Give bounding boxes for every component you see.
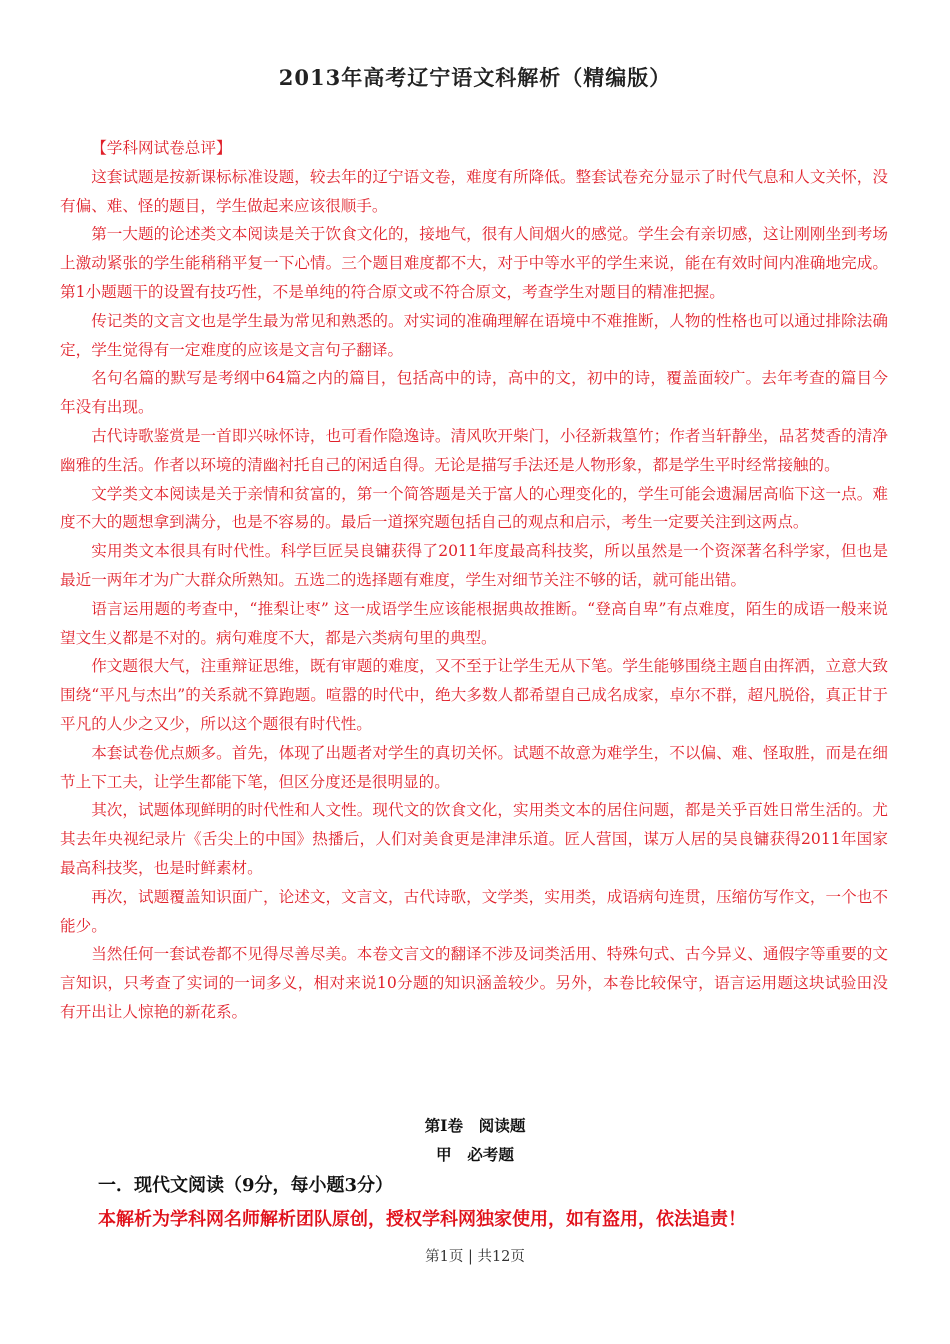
paragraph: 古代诗歌鉴赏是一首即兴咏怀诗，也可看作隐逸诗。清风吹开柴门，小径新栽篁竹；作者当轩静坐，品茗焚香的清净幽雅的生活。作者以环境的清幽衬托自己的闲适自得。无论是描写手法还是人物形象，都是学生平时经常接触的。: [60, 426, 888, 474]
paragraph: 第一大题的论述类文本阅读是关于饮食文化的，接地气，很有人间烟火的感觉。学生会有亲切感，这让刚刚坐到考场上激动紧张的学生能稍稍平复一下心情。三个题目难度都不大，对于中等水平的学生来说，能在有效时间内准确地完成。第1小题题干的设置有技巧性，不是单纯的符合原文或不符合原文，考查学生对题目的精准把握。: [60, 225, 888, 301]
review-body: [60, 134, 888, 1027]
section-heading: 一．现代文阅读（9分，每小题3分）: [98, 1175, 394, 1196]
paragraph: 本套试卷优点颇多。首先，体现了出题者对学生的真切关怀。试题不故意为难学生，不以偏、难、怪取胜，而是在细节上下工夫，让学生都能下笔，但区分度还是很明显的。: [60, 743, 888, 791]
paragraph: 作文题很大气，注重辩证思维，既有审题的难度，又不至于让学生无从下笔。学生能够围绕主题自由挥洒，立意大致围绕“平凡与杰出”的关系就不算跑题。喧嚣的时代中，绝大多数人都希望自己成名成家，卓尔不群，超凡脱俗，真正甘于平凡的人少之又少，所以这个题很有时代性。: [60, 657, 888, 733]
paragraph: 这套试题是按新课标标准设题，较去年的辽宁语文卷，难度有所降低。整套试卷充分显示了时代气息和人文关怀，没有偏、难、怪的题目，学生做起来应该很顺手。: [60, 167, 888, 215]
paragraph: 再次，试题覆盖知识面广，论述文，文言文，古代诗歌，文学类，实用类，成语病句连贯，压缩仿写作文，一个也不能少。: [60, 887, 888, 935]
paragraph: 传记类的文言文也是学生最为常见和熟悉的。对实词的准确理解在语境中不难推断，人物的性格也可以通过排除法确定，学生觉得有一定难度的应该是文言句子翻译。: [60, 311, 888, 359]
part-heading: 甲 必考题: [436, 1145, 514, 1164]
paragraph: 实用类文本很具有时代性。科学巨匠吴良镛获得了2011年度最高科技奖，所以虽然是一个资深著名科学家，但也是最近一两年才为广大群众所熟知。五选二的选择题有难度，学生对细节关注不够的话，就可能出错。: [60, 542, 888, 589]
paragraph: 名句名篇的默写是考纲中64篇之内的篇目，包括高中的诗，高中的文，初中的诗，覆盖面较广。去年考查的篇目今年没有出现。: [60, 369, 888, 417]
review-heading: 【学科网试卷总评】: [91, 139, 232, 157]
paragraph: 其次，试题体现鲜明的时代性和人文性。现代文的饮食文化，实用类文本的居住问题，都是关乎百姓日常生活的。尤其去年央视纪录片《舌尖上的中国》热播后，人们对美食更是津津乐道。匠人营国，谋万人居的吴良镛获得2011年国家最高科技奖，也是时鲜素材。: [60, 801, 888, 877]
copyright-note: 本解析为学科网名师解析团队原创，授权学科网独家使用，如有盗用，依法追责！: [98, 1209, 746, 1230]
paragraph: 文学类文本阅读是关于亲情和贫富的，第一个简答题是关于富人的心理变化的，学生可能会遗漏居高临下这一点。难度不大的题想拿到满分，也是不容易的。最后一道探究题包括自己的观点和启示，考生一定要关注到这两点。: [60, 484, 888, 532]
volume-heading: 第Ⅰ卷 阅读题: [424, 1116, 526, 1135]
page-footer: 第1页 | 共12页: [425, 1249, 525, 1265]
paragraph: 语言运用题的考查中，“推梨让枣” 这一成语学生应该能根据典故推断。“登高自卑”有点难度，陌生的成语一般来说望文生义都是不对的。病句难度不大，都是六类病句里的典型。: [60, 599, 888, 647]
paragraph: 当然任何一套试卷都不见得尽善尽美。本卷文言文的翻译不涉及词类活用、特殊句式、古今异义、通假字等重要的文言知识，只考查了实词的一词多义，相对来说10分题的知识涵盖较少。另外，本卷比较保守，语言运用题这块试验田没有开出让人惊艳的新花系。: [60, 945, 888, 1021]
document-title: 2013年高考辽宁语文科解析（精编版）: [278, 65, 672, 90]
